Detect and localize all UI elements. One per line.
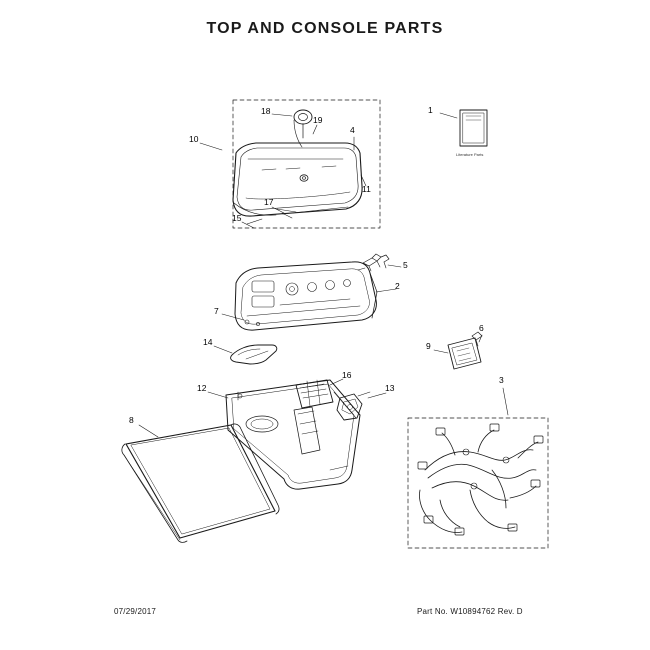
callout-5: 5 — [403, 260, 408, 270]
fasteners-item-5 — [358, 254, 389, 271]
callout-15: 15 — [232, 213, 242, 223]
callout-8: 8 — [129, 415, 134, 425]
page-title: TOP AND CONSOLE PARTS — [206, 20, 444, 37]
top-frame-item-12 — [226, 380, 360, 489]
callout-3: 3 — [499, 375, 504, 385]
callout-9: 9 — [426, 341, 431, 351]
wire-harness — [418, 424, 543, 535]
callout-7: 7 — [214, 306, 219, 316]
footer-part-number: Part No. W10894762 Rev. D — [417, 607, 523, 616]
callout-2: 2 — [395, 281, 400, 291]
callout-19: 19 — [313, 115, 323, 125]
callout-13: 13 — [385, 383, 395, 393]
console-knob — [294, 110, 312, 181]
lid-item-8 — [122, 424, 279, 542]
console-panel — [233, 143, 362, 216]
module-item-9 — [448, 332, 482, 369]
callout-18: 18 — [261, 106, 271, 116]
callout-17: 17 — [264, 197, 274, 207]
literature-part — [460, 110, 487, 146]
callout-11: 11 — [362, 184, 371, 194]
callout-6: 6 — [479, 323, 484, 333]
literature-parts-label: Literature Parts — [456, 152, 484, 157]
callout-10: 10 — [189, 134, 199, 144]
latch-item-13 — [337, 392, 370, 420]
callout-16: 16 — [342, 370, 352, 380]
callout-14: 14 — [203, 337, 213, 347]
console-frame — [235, 262, 377, 330]
callout-1: 1 — [428, 105, 433, 115]
callout-12: 12 — [197, 383, 207, 393]
callout-4: 4 — [350, 125, 355, 135]
footer-date: 07/29/2017 — [114, 607, 157, 616]
hinge-item-14 — [231, 345, 277, 364]
